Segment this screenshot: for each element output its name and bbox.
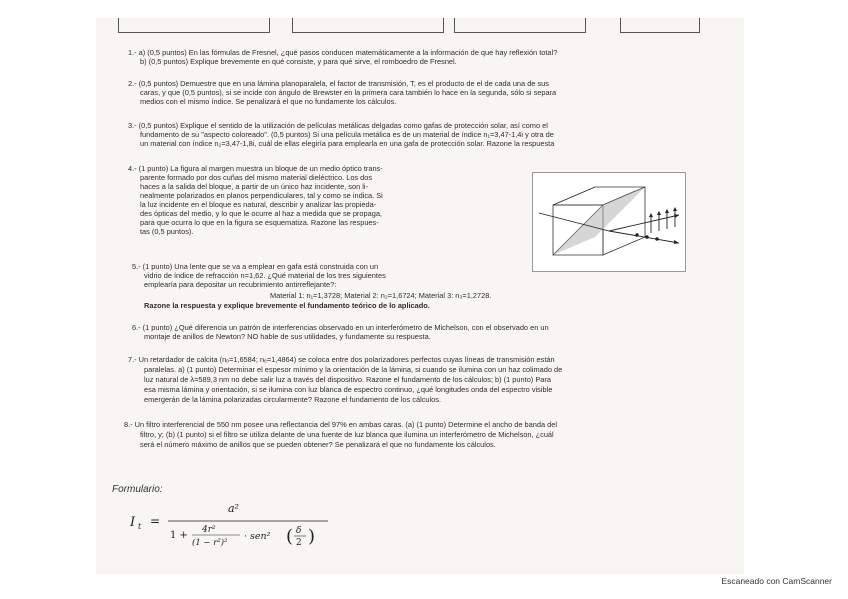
formula-delta: δ (296, 526, 302, 536)
question-2-line1: 2.- (0,5 puntos) Demuestre que en una lámina planoparalela, el factor de transmisión, T, es el producto de el de cada una de sus (128, 79, 549, 88)
question-4-line: haces a la salida del bloque, a partir de un único haz incidente, son li- (140, 182, 369, 191)
question-2-line3: medios con el mismo índice. Se penalizará el que no fundamente los cálculos. (140, 97, 397, 106)
question-5-end: Razone la respuesta y explique brevemente el fundamento teórico de lo aplicado. (144, 301, 430, 310)
question-8-line: será el número máximo de anillos que se pueden obtener? Se penalizará el que no fundamente los cálculos. (140, 440, 496, 449)
question-4-line: tas (0,5 puntos). (140, 227, 194, 236)
formula-inner-den: (1 − r²)² (192, 538, 228, 548)
question-1a: 1.- a) (0,5 puntos) En las fórmulas de Fresnel, ¿qué pasos conducen matemáticamente a la información de que hay reflexión total? (128, 48, 558, 57)
svg-text:): ) (308, 526, 316, 547)
scanner-watermark: Escaneado con CamScanner (721, 576, 832, 586)
formula-inner-num: 4r² (202, 525, 216, 535)
header-box (454, 18, 586, 33)
formula-sen: · sen² (244, 531, 271, 542)
question-6-line2: montaje de anillos de Newton? NO hable de sus utilidades, y fundamente su respuesta. (144, 332, 431, 341)
question-2-line2: caras, y que (0,5 puntos), si se incide con ángulo de Brewster en la primera cara también lo hace en la segunda, sólo si separa (140, 88, 557, 97)
question-4-line: la luz incidente en el bloque es natural, describir y analizar las propieda- (140, 200, 377, 209)
question-4-line: para que ocurra lo que en la figura se esquematiza. Razone las respues- (140, 218, 379, 227)
wedge-block-figure (532, 172, 686, 272)
formula-lhs-sub: t (138, 522, 142, 531)
header-boxes (96, 18, 744, 36)
question-8-line: filtro, y; (b) (1 punto) si el filtro se utiliza delante de una fuente de luz blanca que ilumina un interferómetro de Michelson, ¿cuál (140, 430, 554, 439)
question-6-line1: 6.- (1 punto) ¿Qué diferencia un patrón de interferencias observado en un interferómetro de Michelson, con el observado en un (132, 323, 549, 332)
question-5-line1: 5.- (1 punto) Una lente que se va a emplear en gafa está construida con un (132, 262, 379, 271)
question-7-line: emergerán de la lámina polarizadas circularmente? Razone el fundamento de los cálculos. (144, 395, 442, 404)
svg-text:=: = (150, 514, 161, 528)
question-4-line: 4.- (1 punto) La figura al margen muestra un bloque de un medio óptico trans- (128, 164, 383, 173)
question-3-line3: un material con índice n₂=3,47-1,8i, cuál de ellas elegiría para emplearla en una gafa de protección solar. Razone la respuesta (140, 139, 555, 148)
header-box (118, 18, 270, 33)
question-8-line: 8.- Un filtro interferencial de 550 nm posee una reflectancia del 97% en ambas caras. (a) (1 punto) Determine el ancho de banda del (124, 420, 558, 429)
header-box (292, 18, 444, 33)
question-4-line: nealmente polarizados en planos perpendiculares, tal y como se indica. Si (140, 191, 383, 200)
question-7-line: paralelas. a) (1 punto) Determinar el espesor mínimo y la orientación de la lámina, si cuando se ilumina con un haz colimado de (144, 365, 563, 374)
formula-two: 2 (296, 538, 302, 548)
question-7-line: esa misma lámina y orientación, si se ilumina con luz blanca de espectro continuo, ¿qué longitudes onda del espectro visible (144, 385, 553, 394)
question-3-line1: 3.- (0,5 puntos) Explique el sentido de la utilización de películas metálicas delgadas como gafas de protección solar, así como el (128, 121, 548, 130)
question-5-materials: Material 1: n₁=1,3728; Material 2: n₂=1,6724; Material 3: n₃=1,2728. (270, 291, 492, 300)
question-4-line: parente formado por dos cuñas del mismo material dieléctrico. Los dos (140, 173, 373, 182)
exam-sheet (96, 18, 744, 574)
question-3-line2: fundamento de su "aspecto coloreado". (0,5 puntos) Si una película metálica es de un material de índice n₁=3,47-1,4i y otra de (140, 130, 554, 139)
question-7-line: 7.- Un retardador de calcita (nₒ=1,6584; nₑ=1,4864) se coloca entre dos polarizadores perfectos cuyas líneas de transmisión están (128, 355, 555, 364)
question-5-line2: vidrio de índice de refracción n=1,62. ¿Qué material de los tres siguientes (144, 271, 386, 280)
formulario-title: Formulario: (112, 484, 163, 495)
header-box (620, 18, 700, 33)
airy-formula (128, 498, 368, 548)
formula-lhs: I (130, 515, 136, 530)
formula-numerator: a² (228, 502, 239, 515)
question-1b: b) (0,5 puntos) Explique brevemente en qué consiste, y para qué sirve, el romboedro de Fresnel. (140, 57, 457, 66)
question-7-line: luz natural de λ=589,3 nm no debe salir luz a través del dispositivo. Razone el fundamento de los cálculos; b) (1 punto) Para (144, 375, 551, 384)
svg-text:(: ( (286, 526, 294, 547)
question-4-line: des ópticas del medio, y lo que le ocurre al haz a medida que se propaga, (140, 209, 382, 218)
formula-one-plus: 1 + (170, 530, 188, 541)
question-5-line3: emplearía para depositar un recubrimiento antirreflejante?: (144, 280, 337, 289)
